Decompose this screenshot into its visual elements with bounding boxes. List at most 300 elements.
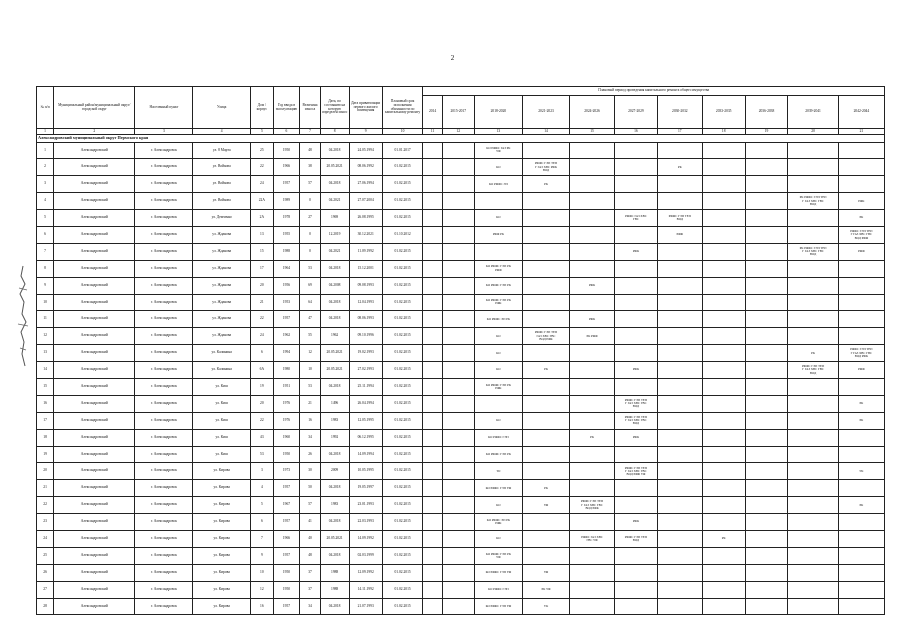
cell-year: 1957 <box>273 598 300 615</box>
plan-work-code: РФК <box>858 198 865 203</box>
cell-plan-period <box>657 159 702 176</box>
cell-plan-period <box>442 598 474 615</box>
cell-plan-period <box>702 480 745 497</box>
cell-date-state: 04.2018 <box>320 598 349 615</box>
cell-house: 22 <box>251 412 273 429</box>
plan-work-code: УФ <box>543 502 549 507</box>
cell-plan-period <box>838 378 884 395</box>
cell-plan-period <box>615 159 658 176</box>
cell-year: 1955 <box>273 226 300 243</box>
cell-plan-period <box>745 260 788 277</box>
cell-privatization: 14.09.1994 <box>349 446 382 463</box>
header-period: 2027-2029 <box>615 96 658 129</box>
cell-deadline: 01.02.2015 <box>382 362 423 379</box>
cell-plan-period <box>474 277 522 294</box>
cell-wear: 53 <box>300 378 320 395</box>
cell-plan-period <box>838 514 884 531</box>
cell-plan-period <box>838 294 884 311</box>
cell-municipality: Александровский <box>54 429 135 446</box>
cell-num: 24 <box>37 530 54 547</box>
cell-settlement: г. Александровск <box>135 480 193 497</box>
cell-street: ул. Киш <box>193 446 251 463</box>
cell-plan-period <box>474 530 522 547</box>
cell-deadline: 01.02.2015 <box>382 294 423 311</box>
cell-plan-period <box>657 446 702 463</box>
cell-wear: 38 <box>300 159 320 176</box>
cell-plan-period <box>745 395 788 412</box>
cell-plan-period <box>615 497 658 514</box>
cell-house: 24 <box>251 328 273 345</box>
cell-plan-period <box>838 226 884 243</box>
cell-plan-period <box>788 243 838 260</box>
plan-work-code: РФФС ГЭП ТЕП <box>624 465 648 470</box>
cell-deadline: 01.02.2015 <box>382 463 423 480</box>
cell-settlement: г. Александровск <box>135 362 193 379</box>
cell-plan-period <box>474 463 522 480</box>
cell-plan-period <box>745 378 788 395</box>
cell-plan-period <box>474 547 522 564</box>
cell-plan-period <box>522 176 569 193</box>
cell-wear: 37 <box>300 564 320 581</box>
cell-plan-period <box>570 294 615 311</box>
cell-plan-period <box>788 142 838 159</box>
region-heading: Александровский муниципальный округ Пермского края <box>37 135 885 143</box>
cell-plan-period <box>615 547 658 564</box>
cell-plan-period <box>442 243 474 260</box>
plan-work-code: РФФС ГЭП ТЕП <box>624 534 648 539</box>
cell-municipality: Александровский <box>54 378 135 395</box>
cell-plan-period <box>657 345 702 362</box>
cell-plan-period <box>423 446 442 463</box>
cell-plan-period <box>423 345 442 362</box>
cell-plan-period <box>788 311 838 328</box>
table-row <box>37 311 885 328</box>
cell-plan-period <box>423 210 442 227</box>
cell-settlement: г. Александровск <box>135 530 193 547</box>
table-row <box>37 395 885 412</box>
cell-plan-period <box>788 378 838 395</box>
cell-plan-period <box>474 429 522 446</box>
plan-work-code: КО РФФС ГЭП РК <box>485 298 511 303</box>
cell-year: 1951 <box>273 378 300 395</box>
cell-year: 1989 <box>273 193 300 210</box>
cell-house: 7 <box>251 530 273 547</box>
table-row <box>37 176 885 193</box>
cell-year: 1962 <box>273 328 300 345</box>
cell-num: 10 <box>37 294 54 311</box>
cell-plan-period <box>838 530 884 547</box>
cell-plan-period <box>522 530 569 547</box>
cell-plan-period <box>745 564 788 581</box>
plan-work-code: КО <box>496 502 501 507</box>
cell-plan-period <box>745 530 788 547</box>
cell-date-state: 20.05.2021 <box>320 530 349 547</box>
cell-plan-period <box>838 142 884 159</box>
cell-house: 25 <box>251 142 273 159</box>
cell-year: 1978 <box>273 210 300 227</box>
plan-work-code: Г ГАЗ ХВС ГВС <box>802 367 824 372</box>
cell-deadline: 01.02.2015 <box>382 176 423 193</box>
cell-num: 11 <box>37 311 54 328</box>
cell-privatization: 02.03.1999 <box>349 547 382 564</box>
cell-plan-period <box>838 598 884 615</box>
cell-date-state: 1496 <box>320 395 349 412</box>
cell-plan-period <box>522 395 569 412</box>
cell-year: 1957 <box>273 176 300 193</box>
cell-plan-period <box>474 243 522 260</box>
cell-settlement: г. Александровск <box>135 395 193 412</box>
plan-work-code: КО РФФС ГЭП РК <box>485 264 511 269</box>
cell-plan-period <box>474 311 522 328</box>
cell-street: ул. Кирова <box>193 530 251 547</box>
cell-plan-period <box>745 598 788 615</box>
plan-work-code: Г ГАЗ ХВС ГВС <box>625 418 647 423</box>
cell-date-state: 2009 <box>320 463 349 480</box>
table-row <box>37 345 885 362</box>
cell-municipality: Александровский <box>54 564 135 581</box>
cell-privatization: 09.10.1996 <box>349 328 382 345</box>
plan-work-code: ВОД РФФ <box>854 235 869 240</box>
cell-street: ул. Жданова <box>193 294 251 311</box>
cell-plan-period <box>615 193 658 210</box>
cell-plan-period <box>615 210 658 227</box>
cell-plan-period <box>702 260 745 277</box>
plan-work-code: КО РФФС ГЭП РК <box>485 451 511 456</box>
header-column-number: 12 <box>442 129 474 135</box>
cell-plan-period <box>522 210 569 227</box>
cell-plan-period <box>522 514 569 531</box>
cell-date-state: 12.2019 <box>320 226 349 243</box>
plan-work-code: РК РФФС ГЭП ТЕП <box>799 195 827 200</box>
cell-plan-period <box>702 311 745 328</box>
cell-date-state: 04.2018 <box>320 176 349 193</box>
cell-wear: 26 <box>300 446 320 463</box>
table-row <box>37 243 885 260</box>
cell-plan-period <box>570 497 615 514</box>
cell-plan-period <box>657 142 702 159</box>
cell-plan-period <box>474 581 522 598</box>
table-row <box>37 378 885 395</box>
header-period: 2014 <box>423 96 442 129</box>
table-row <box>37 514 885 531</box>
plan-work-code: КО РФФС ГЭП <box>488 586 509 591</box>
cell-plan-period <box>522 547 569 564</box>
cell-municipality: Александровский <box>54 311 135 328</box>
cell-plan-period <box>788 176 838 193</box>
cell-year: 1957 <box>273 311 300 328</box>
cell-plan-period <box>474 564 522 581</box>
cell-plan-period <box>442 260 474 277</box>
cell-municipality: Александровский <box>54 530 135 547</box>
cell-plan-period <box>657 328 702 345</box>
cell-settlement: г. Александровск <box>135 294 193 311</box>
cell-privatization: 19.05.1997 <box>349 480 382 497</box>
plan-work-code: РК <box>859 215 864 220</box>
cell-plan-period <box>702 362 745 379</box>
cell-wear: 0 <box>300 226 320 243</box>
cell-plan-period <box>838 193 884 210</box>
cell-plan-period <box>615 412 658 429</box>
cell-plan-period <box>570 193 615 210</box>
cell-house: 6 <box>251 345 273 362</box>
header-period: 2030-2032 <box>657 96 702 129</box>
cell-wear: 50 <box>300 480 320 497</box>
cell-deadline: 01.02.2015 <box>382 514 423 531</box>
cell-plan-period <box>442 176 474 193</box>
plan-work-code: РФФС ГЭП ТЕП <box>534 330 558 335</box>
cell-plan-period <box>474 260 522 277</box>
cell-num: 3 <box>37 176 54 193</box>
cell-plan-period <box>615 581 658 598</box>
table-row <box>37 412 885 429</box>
cell-date-state: 1983 <box>320 412 349 429</box>
cell-privatization: 12.05.1995 <box>349 412 382 429</box>
cell-plan-period <box>745 497 788 514</box>
cell-privatization: 14.11.1992 <box>349 581 382 598</box>
cell-plan-period <box>522 277 569 294</box>
plan-work-code: ВОД <box>632 404 640 409</box>
cell-plan-period <box>788 328 838 345</box>
plan-work-code: ВОД <box>632 421 640 426</box>
plan-work-code: КО РФФС ЭП РК <box>486 316 510 321</box>
cell-plan-period <box>788 564 838 581</box>
cell-plan-period <box>745 412 788 429</box>
cell-year: 1957 <box>273 547 300 564</box>
cell-wear: 57 <box>300 176 320 193</box>
header-deadline: Плановый срок исполнения обязанности по капитальному ремонту <box>382 87 423 129</box>
cell-plan-period <box>522 378 569 395</box>
cell-num: 9 <box>37 277 54 294</box>
cell-settlement: г. Александровск <box>135 328 193 345</box>
header-period: 2033-2035 <box>702 96 745 129</box>
header-period: 2036-2038 <box>745 96 788 129</box>
plan-work-code: РК <box>677 164 682 169</box>
cell-plan-period <box>657 176 702 193</box>
cell-plan-period <box>788 362 838 379</box>
cell-year: 1976 <box>273 395 300 412</box>
plan-work-code: РФК <box>495 385 502 390</box>
cell-plan-period <box>788 193 838 210</box>
cell-num: 12 <box>37 328 54 345</box>
cell-plan-period <box>615 530 658 547</box>
cell-plan-period <box>423 564 442 581</box>
cell-municipality: Александровский <box>54 497 135 514</box>
cell-plan-period <box>442 311 474 328</box>
cell-deadline: 01.02.2015 <box>382 311 423 328</box>
cell-year: 1988 <box>273 243 300 260</box>
cell-plan-period <box>423 480 442 497</box>
plan-work-code: УФ <box>543 570 549 575</box>
cell-plan-period <box>522 446 569 463</box>
cell-plan-period <box>788 463 838 480</box>
cell-date-state: 04.2018 <box>320 446 349 463</box>
cell-plan-period <box>570 446 615 463</box>
header-period: 2018-2020 <box>474 96 522 129</box>
table-row <box>37 530 885 547</box>
cell-plan-period <box>788 412 838 429</box>
header-column-number: 6 <box>273 129 300 135</box>
cell-plan-period <box>745 277 788 294</box>
header-period: 2042-2044 <box>838 96 884 129</box>
cell-street: ул. Кирова <box>193 581 251 598</box>
cell-plan-period <box>838 243 884 260</box>
cell-municipality: Александровский <box>54 159 135 176</box>
cell-plan-period <box>615 142 658 159</box>
cell-plan-period <box>615 243 658 260</box>
cell-deadline: 01.02.2015 <box>382 598 423 615</box>
header-column-number: 19 <box>745 129 788 135</box>
cell-plan-period <box>838 480 884 497</box>
cell-plan-period <box>423 362 442 379</box>
header-column-number: 5 <box>251 129 273 135</box>
cell-plan-period <box>657 395 702 412</box>
cell-plan-period <box>423 514 442 531</box>
cell-plan-period <box>702 564 745 581</box>
cell-date-state: 04.2018 <box>320 547 349 564</box>
table-row <box>37 564 885 581</box>
cell-deadline: 01.02.2015 <box>382 497 423 514</box>
plan-work-code: РФФС ГЭП ТЕП <box>624 414 648 419</box>
cell-plan-period <box>745 547 788 564</box>
cell-wear: 64 <box>300 294 320 311</box>
cell-settlement: г. Александровск <box>135 210 193 227</box>
table-row <box>37 446 885 463</box>
cell-plan-period <box>522 429 569 446</box>
cell-plan-period <box>838 463 884 480</box>
plan-work-code: КО РФФС ЭП <box>489 181 508 186</box>
cell-wear: 47 <box>300 311 320 328</box>
cell-municipality: Александровский <box>54 260 135 277</box>
cell-street: ул. Войкова <box>193 159 251 176</box>
plan-work-code: ВОД <box>632 537 640 542</box>
cell-plan-period <box>657 514 702 531</box>
cell-plan-period <box>838 446 884 463</box>
cell-plan-period <box>423 159 442 176</box>
plan-work-code: ГВС <box>632 217 639 221</box>
cell-plan-period <box>423 260 442 277</box>
cell-plan-period <box>474 294 522 311</box>
plan-work-code: РК <box>544 181 548 186</box>
cell-plan-period <box>838 277 884 294</box>
cell-plan-period <box>702 581 745 598</box>
cell-plan-period <box>474 142 522 159</box>
plan-work-code: РФК <box>632 519 640 524</box>
cell-deadline: 01.02.2015 <box>382 243 423 260</box>
cell-municipality: Александровский <box>54 176 135 193</box>
cell-municipality: Александровский <box>54 243 135 260</box>
plan-work-code: ВОД РФК <box>585 505 599 510</box>
cell-num: 4 <box>37 193 54 210</box>
cell-year: 1950 <box>273 446 300 463</box>
cell-deadline: 01.02.2015 <box>382 210 423 227</box>
cell-plan-period <box>702 446 745 463</box>
cell-privatization: 12.04.1993 <box>349 294 382 311</box>
cell-plan-period <box>522 260 569 277</box>
cell-plan-period <box>442 412 474 429</box>
cell-house: 24 <box>251 176 273 193</box>
cell-plan-period <box>442 294 474 311</box>
cell-plan-period <box>423 412 442 429</box>
cell-settlement: г. Александровск <box>135 412 193 429</box>
cell-plan-period <box>570 362 615 379</box>
plan-work-code: РФФС ГЭП ТЕП <box>580 499 604 504</box>
plan-work-code: КО <box>496 367 501 372</box>
cell-plan-period <box>788 395 838 412</box>
cell-street: ул. Жданова <box>193 260 251 277</box>
cell-plan-period <box>522 598 569 615</box>
cell-plan-period <box>570 210 615 227</box>
cell-plan-period <box>474 210 522 227</box>
cell-street: ул. Кирова <box>193 480 251 497</box>
cell-plan-period <box>615 260 658 277</box>
cell-plan-period <box>838 564 884 581</box>
cell-plan-period <box>702 429 745 446</box>
cell-num: 14 <box>37 362 54 379</box>
cell-plan-period <box>745 311 788 328</box>
plan-work-code: КО РФФС ГЭП УФ <box>485 485 512 490</box>
plan-work-code: УФ <box>496 149 501 154</box>
cell-settlement: г. Александровск <box>135 142 193 159</box>
plan-work-code: Г ГАЗ ХВС ГВС <box>625 468 647 473</box>
table-row <box>37 226 885 243</box>
plan-work-code: РФФС ГЭП ТЕП <box>850 229 873 234</box>
cell-plan-period <box>788 210 838 227</box>
cell-year: 1950 <box>273 581 300 598</box>
cell-wear: 34 <box>300 429 320 446</box>
cell-settlement: г. Александровск <box>135 463 193 480</box>
cell-privatization: 08.06.1992 <box>349 159 382 176</box>
cell-num: 22 <box>37 497 54 514</box>
cell-municipality: Александровский <box>54 210 135 227</box>
plan-work-code: РФФС ГЭП ТЕП <box>801 364 825 369</box>
cell-plan-period <box>788 159 838 176</box>
plan-work-code: РФФ <box>858 367 865 372</box>
cell-house: 6 <box>251 514 273 531</box>
cell-plan-period <box>442 193 474 210</box>
cell-plan-period <box>702 598 745 615</box>
cell-house: 20 <box>251 277 273 294</box>
cell-date-state: 20.05.2021 <box>320 362 349 379</box>
header-settlement: Населенный пункт <box>135 87 193 129</box>
cell-plan-period <box>570 480 615 497</box>
cell-year: 1956 <box>273 277 300 294</box>
cell-num: 17 <box>37 412 54 429</box>
cell-deadline: 01.02.2015 <box>382 446 423 463</box>
cell-municipality: Александровский <box>54 328 135 345</box>
cell-street: ул. Киш <box>193 429 251 446</box>
cell-house: 16 <box>251 598 273 615</box>
plan-work-code: РФФ <box>858 249 865 254</box>
cell-plan-period <box>702 514 745 531</box>
cell-plan-period <box>838 328 884 345</box>
cell-plan-period <box>788 277 838 294</box>
cell-street: ул. Жданова <box>193 243 251 260</box>
cell-settlement: г. Александровск <box>135 159 193 176</box>
cell-plan-period <box>838 260 884 277</box>
cell-plan-period <box>474 159 522 176</box>
cell-plan-period <box>838 395 884 412</box>
cell-plan-period <box>838 345 884 362</box>
cell-plan-period <box>745 142 788 159</box>
cell-plan-period <box>570 547 615 564</box>
cell-house: 19 <box>251 378 273 395</box>
plan-work-code: КО <box>496 418 501 423</box>
cell-date-state: 04.2021 <box>320 243 349 260</box>
cell-privatization: 08.06.1993 <box>349 311 382 328</box>
cell-wear: 48 <box>300 142 320 159</box>
cell-plan-period <box>522 193 569 210</box>
cell-street: ул. Калинина <box>193 362 251 379</box>
